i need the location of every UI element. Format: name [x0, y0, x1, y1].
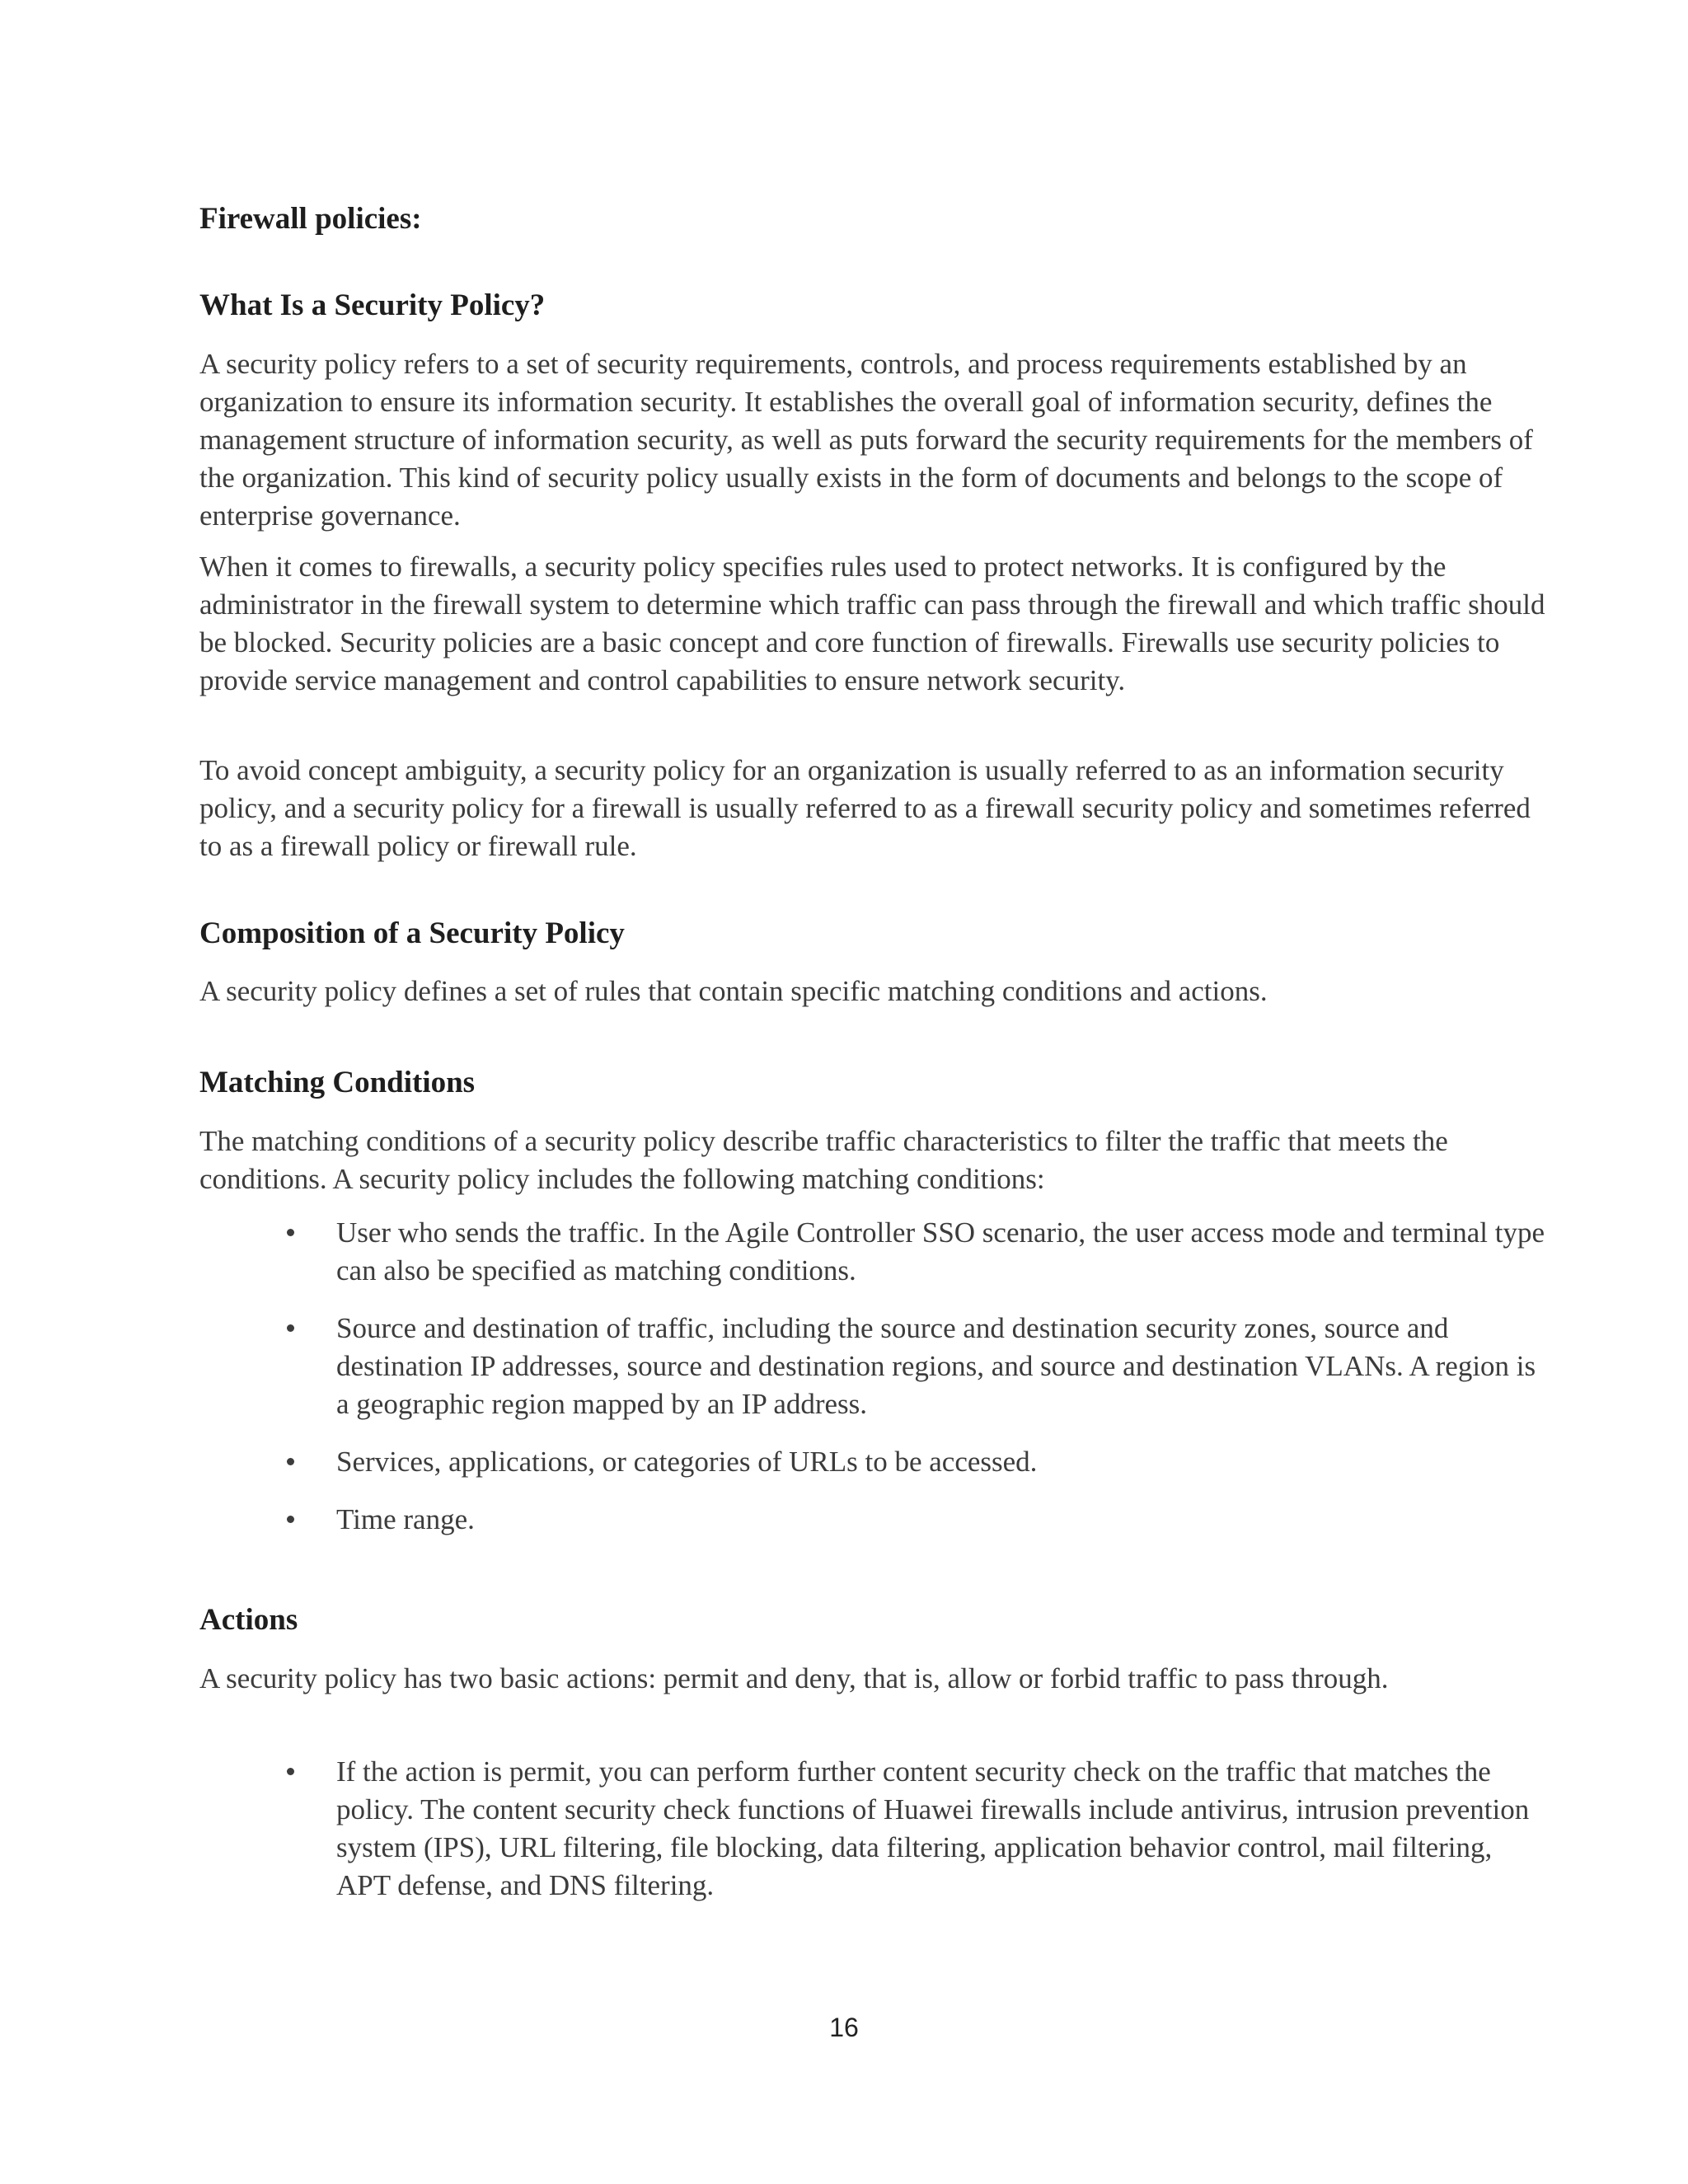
section-heading-what-is-security-policy: What Is a Security Policy?: [199, 288, 546, 322]
list-item: [199, 1310, 1551, 1423]
list-item-text: Time range.: [336, 1503, 475, 1535]
paragraph-composition: A security policy defines a set of rules that contain specific matching conditions and actions.: [199, 975, 1268, 1007]
actions-list: [199, 1753, 1551, 1924]
section-heading-composition: Composition of a Security Policy: [199, 916, 625, 950]
list-item-text: If the action is permit, you can perform further content security check on the traffic that matches the policy. The content security check functions of Huawei firewalls include antivirus, intrusion prevention system (IPS), URL filtering, file blocking, data filtering, application behavior control, mail filtering, APT defense, and DNS filtering.: [336, 1755, 1530, 1901]
bullet-icon: [287, 1324, 294, 1332]
list-item-text: User who sends the traffic. In the Agile Controller SSO scenario, the user access mode and terminal type can also be specified as matching conditions.: [336, 1216, 1545, 1286]
list-item: [199, 1443, 1551, 1481]
paragraph-security-policy-definition: A security policy refers to a set of security requirements, controls, and process requirements established by an organization to ensure its information security. It establishes the overall goal of information security, defines the management structure of information security, as well as puts forward the security requirements for the members of the organization. This kind of security policy usually exists in the form of documents and belongs to the scope of enterprise governance.: [199, 348, 1533, 532]
list-item-text: Source and destination of traffic, including the source and destination security zones, source and destination IP addresses, source and destination regions, and source and destination VLANs. A region is a geographic region mapped by an IP address.: [336, 1312, 1536, 1420]
page-number: 16: [829, 2013, 859, 2042]
bullet-icon: [287, 1516, 294, 1523]
paragraph-concept-ambiguity: To avoid concept ambiguity, a security policy for an organization is usually referred to as an information security policy, and a security policy for a firewall is usually referred to as a firewall security policy and sometimes referred to as a firewall policy or firewall rule.: [199, 754, 1531, 862]
matching-conditions-list: [199, 1214, 1551, 1558]
bullet-icon: [287, 1229, 294, 1236]
section-heading-actions: Actions: [199, 1603, 298, 1637]
paragraph-matching-conditions: The matching conditions of a security policy describe traffic characteristics to filter the traffic that meets the conditions. A security policy includes the following matching conditions:: [199, 1125, 1448, 1195]
bullet-icon: [287, 1768, 294, 1775]
list-item: [199, 1753, 1551, 1905]
list-item: [199, 1214, 1551, 1290]
section-heading-matching-conditions: Matching Conditions: [199, 1066, 476, 1099]
list-item: [199, 1501, 1551, 1539]
paragraph-firewall-security-policy: When it comes to firewalls, a security policy specifies rules used to protect networks. It is configured by the administrator in the firewall system to determine which traffic can pass through the firewall and which traffic should be blocked. Security policies are a basic concept and core function of firewalls. Firewalls use security policies to provide service management and control capabilities to ensure network security.: [199, 551, 1545, 696]
bullet-icon: [287, 1458, 294, 1465]
paragraph-actions: A security policy has two basic actions: permit and deny, that is, allow or forbid traffic to pass through.: [199, 1662, 1389, 1694]
list-item-text: Services, applications, or categories of URLs to be accessed.: [336, 1446, 1038, 1478]
section-heading-firewall-policies: Firewall policies:: [199, 202, 422, 236]
